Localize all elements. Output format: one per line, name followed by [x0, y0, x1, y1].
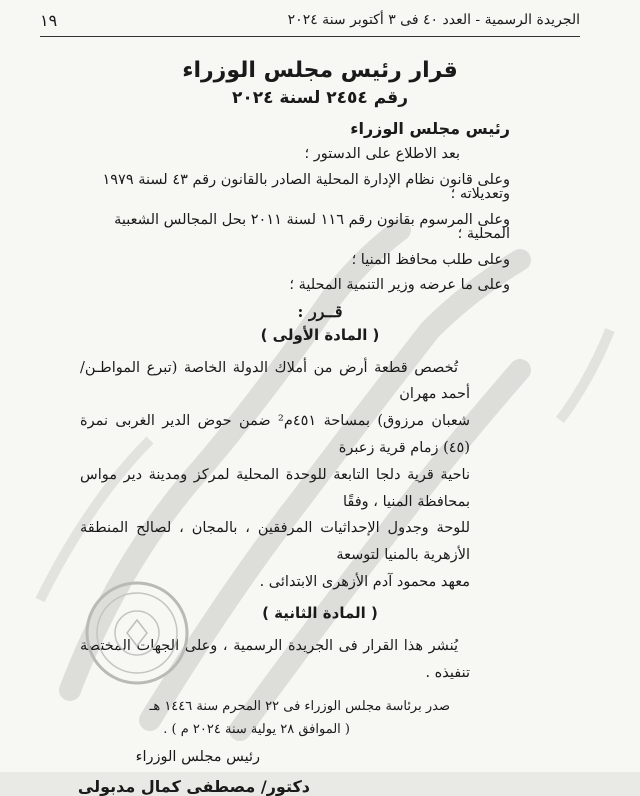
recital-governor-request: وعلى طلب محافظ المنيا ؛	[351, 251, 510, 268]
page-header	[40, 8, 580, 37]
article-2-text: يُنشر هذا القرار فى الجريدة الرسمية ، وعلى الجهات المختصة تنفيذه .	[80, 637, 470, 681]
article-1-line: للوحة وجدول الإحداثيات المرفقين ، بالمجان ، لصالح المنطقة الأزهرية بالمنيا لتوسعة	[80, 520, 470, 564]
recital-local-admin-law: وعلى قانون نظام الإدارة المحلية الصادر بالقانون رقم ٤٣ لسنة ١٩٧٩ وتعديلاته ؛	[102, 171, 510, 202]
article-2-heading: ( المادة الثانية )	[262, 603, 378, 622]
corresponding-date: ( الموافق ٢٨ يولية سنة ٢٠٢٤ م ) .	[163, 722, 350, 738]
article-1-line: ناحية قرية دلجا التابعة للوحدة المحلية لمركز ومدينة دير مواس بمحافظة المنيا ، وفقًا	[80, 466, 470, 510]
article-1-line: معهد محمود آدم الأزهرى الابتدائى .	[259, 574, 470, 590]
decision-word: قــرر :	[297, 301, 343, 321]
recital-constitution: بعد الاطلاع على الدستور ؛	[304, 146, 460, 162]
recital-decree-law: وعلى المرسوم بقانون رقم ١١٦ لسنة ٢٠١١ بحل المجالس الشعبية المحلية ؛	[114, 211, 510, 242]
signature-name: دكتور/ مصطفى كمال مدبولى	[77, 776, 310, 796]
signature-title: رئيس مجلس الوزراء	[135, 749, 260, 766]
issued-line: صدر برئاسة مجلس الوزراء فى ٢٢ المحرم سنة ١٤٤٦ هـ	[149, 699, 450, 715]
article-1-line: تُخصص قطعة أرض من أملاك الدولة الخاصة (تبرع المواطـن/ أحمد مهران	[80, 359, 470, 403]
publication-line: الجريدة الرسمية - العدد ٤٠ فى ٣ أكتوبر سنة ٢٠٢٤	[287, 12, 580, 28]
recital-minister-presentation: وعلى ما عرضه وزير التنمية المحلية ؛	[289, 277, 510, 293]
article-1-heading: ( المادة الأولى )	[260, 325, 380, 344]
issuer-heading: رئيس مجلس الوزراء	[350, 119, 510, 138]
official-seal-stamp	[82, 578, 192, 688]
article-1-body	[80, 355, 470, 596]
page-number: ١٩	[40, 10, 58, 30]
article-1-line: شعبان مرزوق) بمساحة ٤٥١م² ضمن حوض الدير الغربى نمرة (٤٥) زمام قرية زعبرة	[80, 413, 470, 456]
decree-title: قرار رئيس مجلس الوزراء	[182, 58, 458, 83]
decree-number: رقم ٢٤٥٤ لسنة ٢٠٢٤	[232, 88, 408, 108]
